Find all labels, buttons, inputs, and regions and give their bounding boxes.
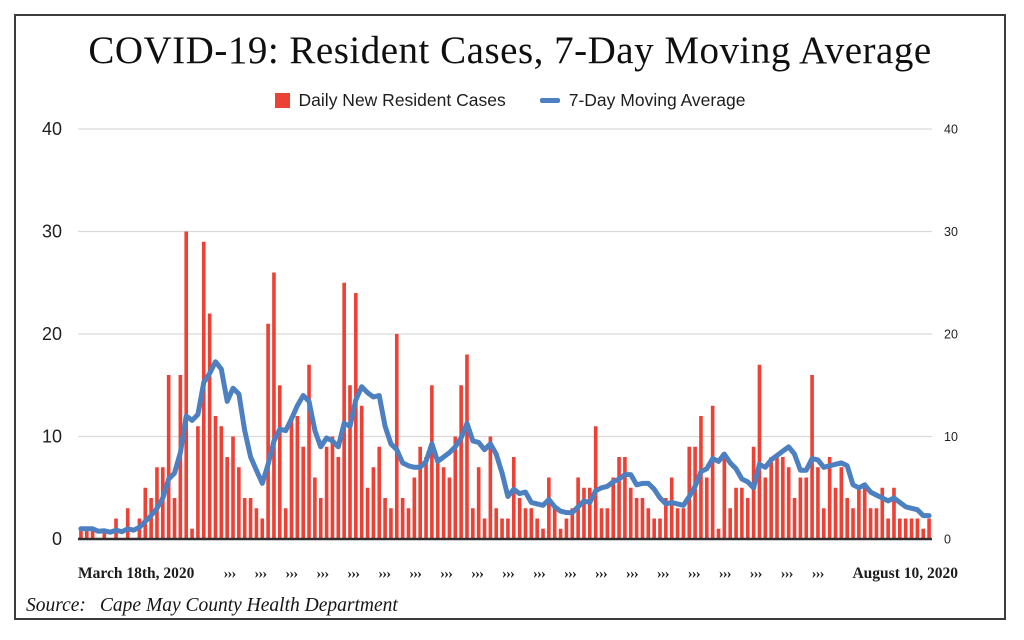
y-tick-label-left: 40: [41, 119, 62, 139]
legend-item-moving-average: [540, 90, 746, 111]
chart-canvas: [16, 117, 1004, 563]
legend-daily-cases-label: Daily New Resident Cases: [298, 89, 506, 110]
moving-average-swatch-icon: [540, 98, 560, 103]
x-tick-chevron-icon: ›››: [749, 566, 762, 582]
y-tick-label-left: 30: [41, 221, 62, 242]
x-tick-chevron-icon: ›››: [378, 566, 391, 582]
x-tick-chevron-icon: ›››: [285, 566, 298, 582]
source-text: Cape May County Health Department: [99, 595, 398, 616]
x-tick-chevron-icon: ›››: [718, 566, 731, 582]
x-tick-chevron-icon: ›››: [409, 566, 422, 582]
x-tick-chevron-icon: ›››: [811, 566, 824, 582]
x-tick-chevron-icon: ›››: [563, 566, 576, 582]
x-tick-chevron-icon: ›››: [687, 566, 700, 582]
x-tick-chevron-icon: ›››: [532, 566, 545, 582]
chart-frame: [14, 14, 1006, 620]
x-axis-tick-marks: [194, 567, 852, 582]
y-tick-label-right: 20: [944, 327, 958, 342]
y-tick-label-left: 0: [51, 529, 62, 549]
y-tick-label-right: 30: [944, 225, 958, 239]
x-tick-chevron-icon: ›››: [470, 566, 483, 582]
source-label: Source:: [26, 595, 86, 616]
x-tick-chevron-icon: ›››: [223, 566, 236, 582]
y-tick-label-right: 40: [944, 122, 958, 137]
y-tick-label-right: 10: [944, 430, 958, 444]
y-tick-label-left: 10: [41, 426, 62, 447]
x-tick-chevron-icon: ›››: [254, 566, 267, 582]
x-axis-start-date: March 18th, 2020: [78, 565, 195, 582]
x-tick-chevron-icon: ›››: [656, 566, 669, 582]
gridlines: [78, 129, 932, 437]
x-tick-chevron-icon: ›››: [316, 566, 329, 582]
y-tick-label-right: 0: [944, 532, 951, 547]
x-tick-chevron-icon: ›››: [594, 566, 607, 582]
plot-area: [16, 117, 1004, 563]
daily-cases-swatch-icon: [275, 93, 290, 108]
legend: [16, 89, 1004, 111]
chart-title: COVID-19: Resident Cases, 7-Day Moving Average: [88, 29, 932, 72]
legend-moving-average-label: 7-Day Moving Average: [568, 89, 746, 110]
x-tick-chevron-icon: ›››: [625, 566, 638, 582]
x-axis: [78, 563, 958, 585]
source-line: [26, 595, 1004, 617]
x-tick-chevron-icon: ›››: [501, 566, 514, 582]
x-tick-chevron-icon: ›››: [780, 566, 793, 582]
y-tick-label-left: 20: [41, 324, 62, 344]
x-tick-chevron-icon: ›››: [440, 566, 453, 582]
x-axis-end-date: August 10, 2020: [852, 565, 958, 582]
x-tick-chevron-icon: ›››: [347, 566, 360, 582]
legend-item-daily-cases: [275, 90, 506, 111]
